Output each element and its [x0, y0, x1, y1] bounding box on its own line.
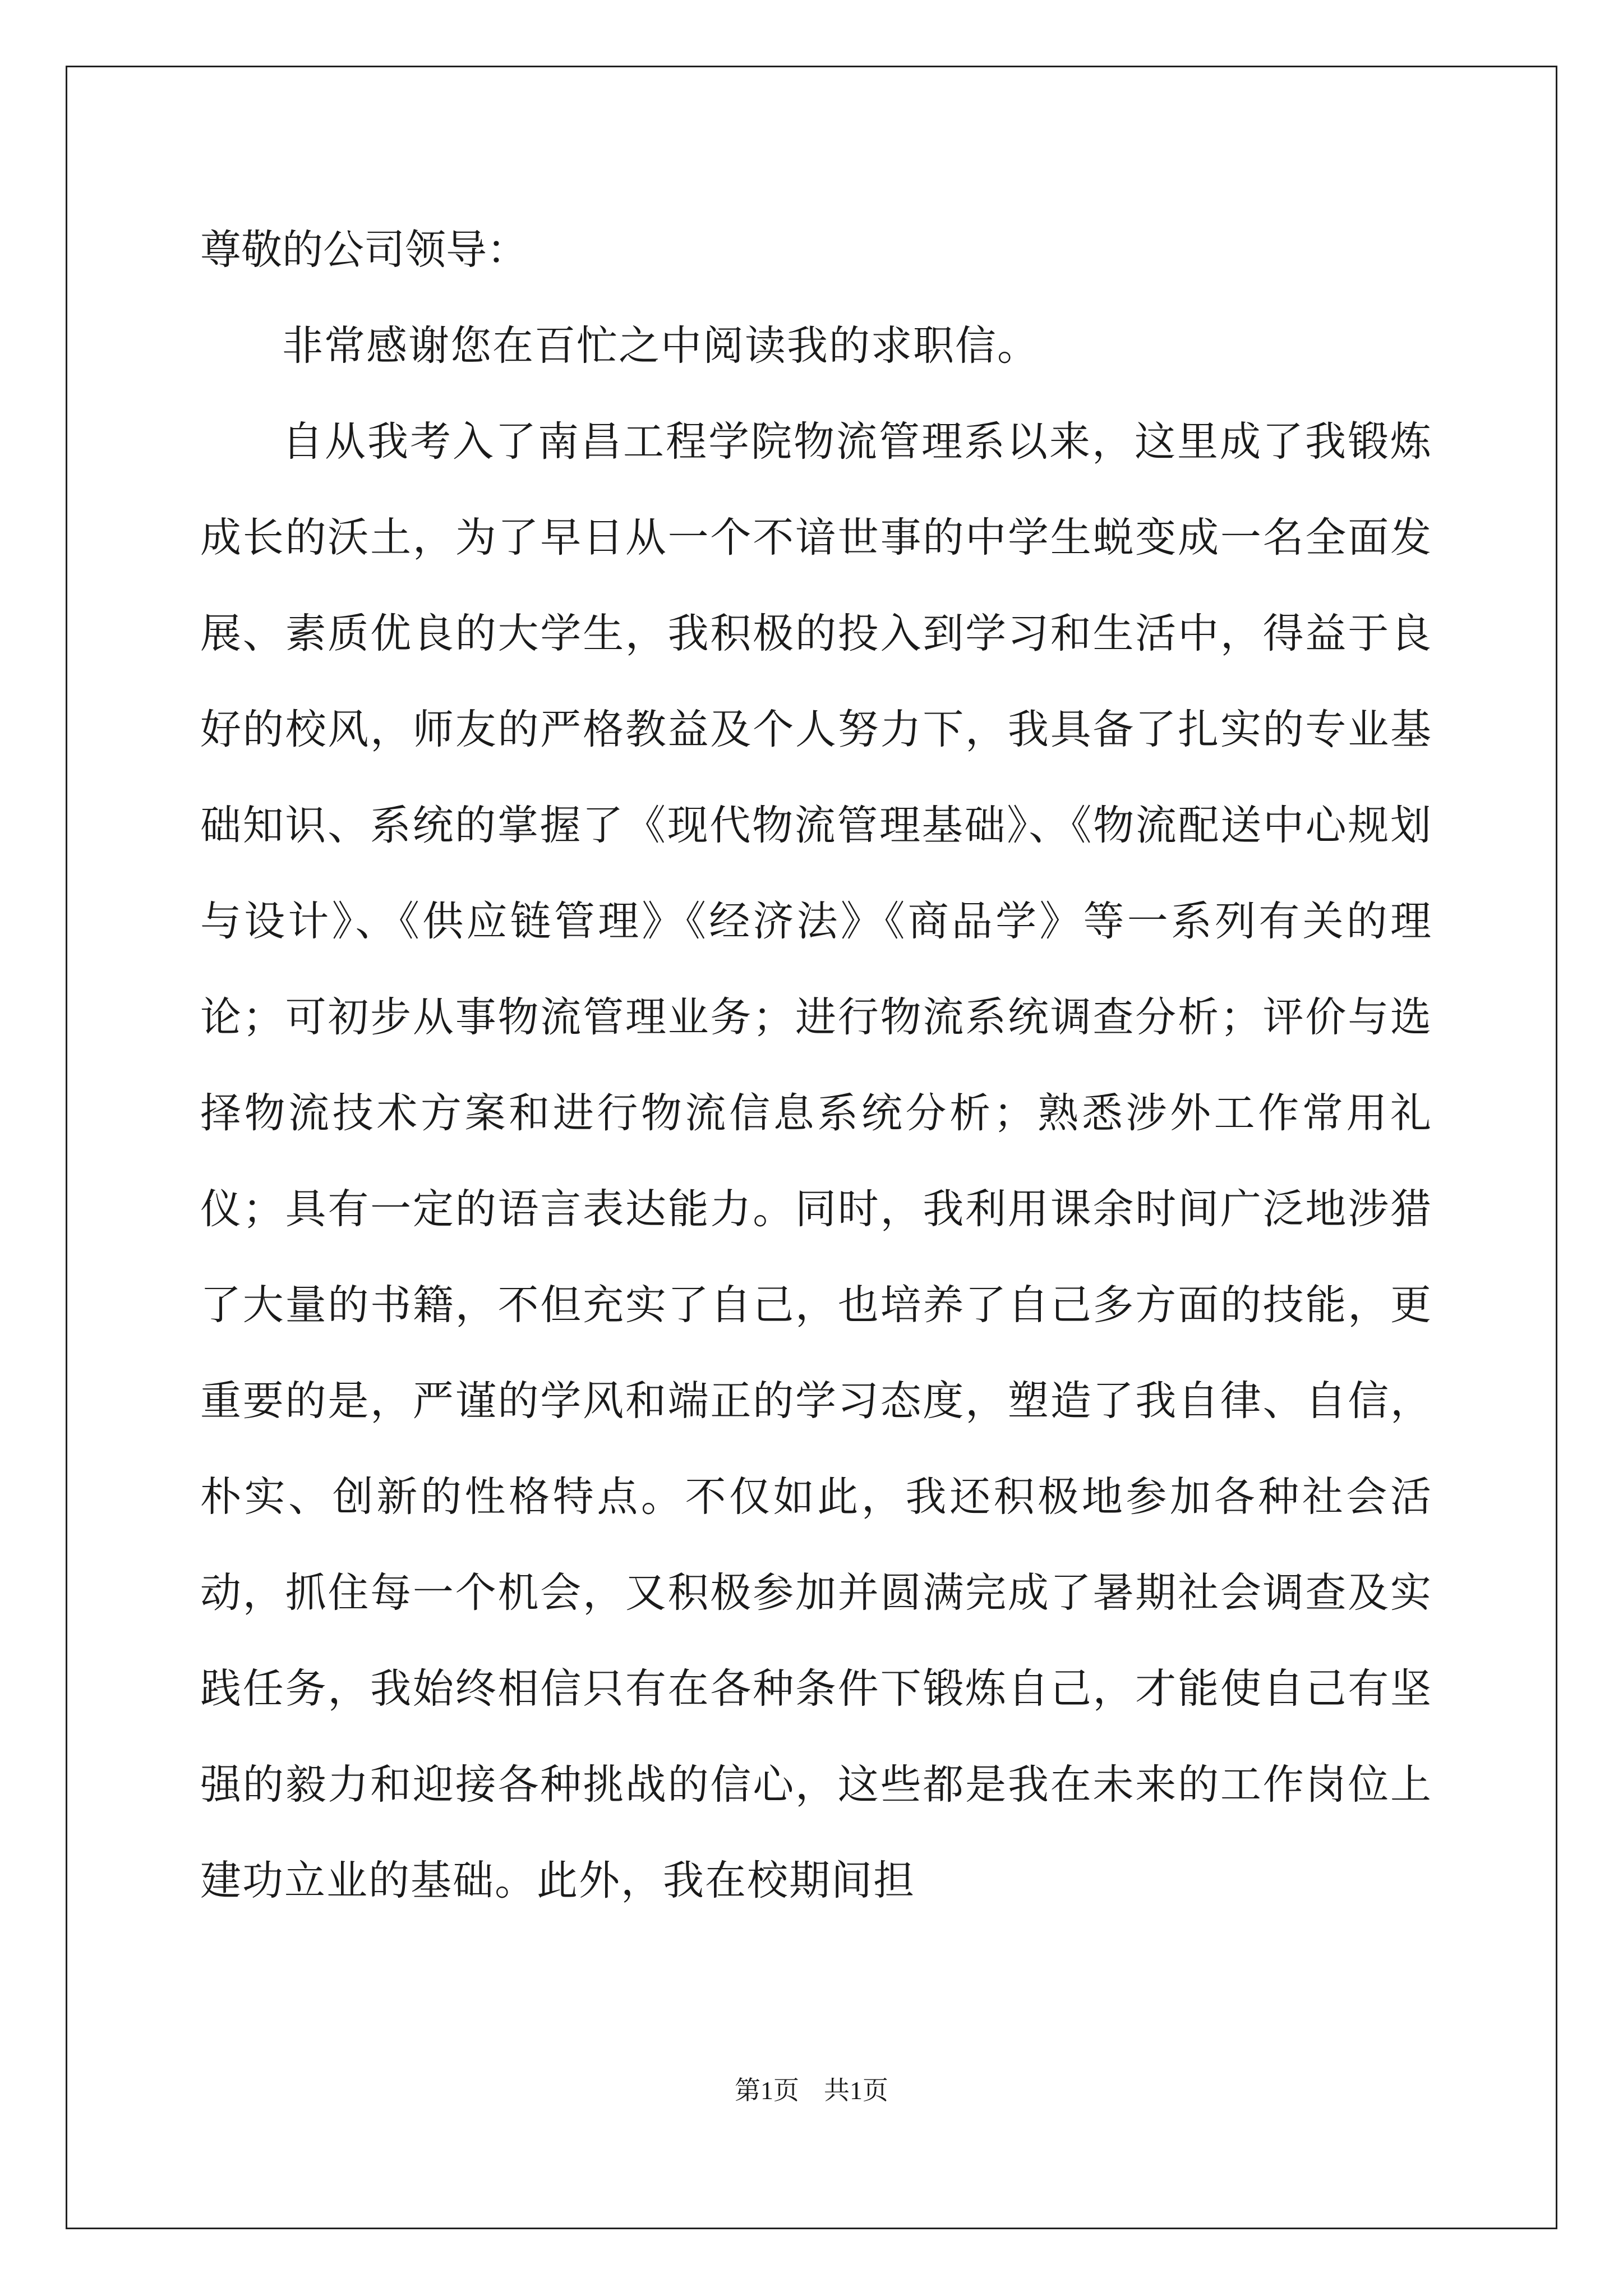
page-total: 共1页 [824, 2076, 888, 2105]
salutation: 尊敬的公司领导： [200, 226, 528, 274]
paragraph-thanks: 非常感谢您在百忙之中阅读我的求职信。 [282, 322, 1039, 370]
page-footer [0, 2070, 1623, 2107]
page-number: 第1页 [735, 2076, 799, 2105]
letter-body [200, 202, 1432, 1929]
paragraph-self-introduction: 自从我考入了南昌工程学院物流管理系以来，这里成了我锻炼成长的沃土，为了早日从一个不谙世事的中学生蜕变成一名全面发展、素质优良的大学生，我积极的投入到学习和生活中，得益于良好的校风，师友的严格教益及个人努力下，我具备了扎实的专业基础知识、系统的掌握了《现代物流管理基础》、《物流配送中心规划与设计》、《供应链管理》《经济法》《商品学》等一系列有关的理论；可初步从事物流管理业务；进行物流系统调查分析；评价与选择物流技术方案和进行物流信息系统分析；熟悉涉外工作常用礼仪；具有一定的语言表达能力。同时，我利用课余时间广泛地涉猎了大量的书籍，不但充实了自己，也培养了自己多方面的技能，更重要的是，严谨的学风和端正的学习态度，塑造了我自律、自信，朴实、创新的性格特点。不仅如此，我还积极地参加各种社会活动，抓住每一个机会，又积极参加并圆满完成了暑期社会调查及实践任务，我始终相信只有在各种条件下锻炼自己，才能使自己有坚强的毅力和迎接各种挑战的信心，这些都是我在未来的工作岗位上建功立业的基础。此外，我在校期间担 [200, 418, 1432, 1904]
